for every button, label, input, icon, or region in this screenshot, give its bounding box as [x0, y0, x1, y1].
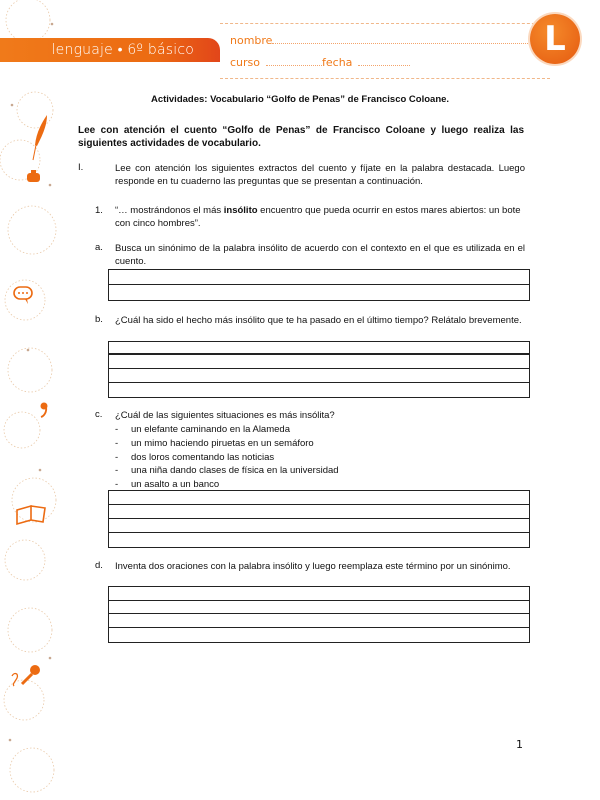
lenguaje-logo	[530, 14, 580, 64]
intro-instructions: Lee con atención el cuento “Golfo de Penas” de Francisco Coloane y luego realiza las siguientes actividades de vocabulario.	[78, 125, 524, 149]
answer-line[interactable]	[109, 369, 529, 383]
section-number: I.	[78, 162, 84, 173]
answer-line[interactable]	[109, 587, 529, 601]
date-dotted-line	[358, 57, 410, 66]
subject-banner	[0, 38, 220, 62]
excerpt-number: 1.	[95, 205, 103, 216]
answer-line[interactable]	[109, 628, 529, 642]
excerpt-text-before: “… mostrándonos el más	[115, 205, 224, 216]
answer-line[interactable]	[109, 533, 529, 547]
student-info-box	[220, 23, 550, 79]
question-c-label: c.	[95, 409, 103, 420]
course-field[interactable]	[230, 56, 322, 69]
open-book-icon	[17, 506, 45, 524]
question-d-label: d.	[95, 560, 103, 571]
answer-line[interactable]	[109, 270, 529, 285]
option-item: - dos loros comentando las noticias	[115, 451, 275, 463]
question-c-text: ¿Cuál de las siguientes situaciones es más insólita?	[115, 410, 335, 421]
logo-letter: L	[544, 19, 566, 59]
name-field[interactable]	[230, 34, 534, 47]
question-b-label: b.	[95, 314, 103, 325]
course-dotted-line	[266, 57, 322, 66]
answer-line[interactable]	[109, 601, 529, 614]
question-a-label: a.	[95, 242, 103, 253]
answer-line[interactable]	[109, 614, 529, 628]
page-number: 1	[516, 738, 523, 751]
subject-grade-label: lenguaje • 6º básico	[51, 42, 194, 58]
question-b-answer-box[interactable]	[108, 341, 530, 398]
name-label: nombre	[230, 34, 273, 47]
question-d-answer-box[interactable]	[108, 586, 530, 643]
answer-line[interactable]	[109, 519, 529, 533]
question-d-text: Inventa dos oraciones con la palabra insólito y luego reemplaza este término por un sinónimo.	[115, 561, 511, 572]
speech-bubble-icon	[14, 287, 32, 304]
answer-line[interactable]	[109, 383, 529, 397]
excerpt-text-after: encuentro que pueda ocurrir en estos mares abiertos: un bote con cinco hombres”.	[115, 205, 521, 229]
document-title: Actividades: Vocabulario “Golfo de Penas” de Francisco Coloane.	[150, 94, 450, 105]
highlighted-word: insólito	[223, 205, 258, 216]
section-instructions: Lee con atención los siguientes extractos del cuento y fíjate en la palabra destacada. Luego responde en tu cuaderno las preguntas que se presentan a continuación.	[115, 163, 525, 187]
quill-pen-icon	[33, 115, 47, 160]
answer-line[interactable]	[109, 505, 529, 519]
answer-line[interactable]	[109, 342, 529, 355]
excerpt-quote	[115, 204, 525, 230]
question-c-answer-box[interactable]	[108, 490, 530, 548]
answer-line[interactable]	[109, 355, 529, 369]
name-dotted-line	[272, 35, 534, 44]
option-item: - un asalto a un banco	[115, 479, 220, 491]
question-b-text: ¿Cuál ha sido el hecho más insólito que te ha pasado en el último tiempo? Relátalo brevemente.	[115, 315, 522, 326]
option-item: - una niña dando clases de física en la universidad	[115, 465, 339, 477]
question-a-answer-box[interactable]	[108, 269, 530, 301]
answer-line[interactable]	[109, 285, 529, 300]
inkwell-icon	[27, 170, 40, 182]
date-label: fecha	[322, 56, 353, 69]
question-c-options	[115, 423, 339, 492]
date-field[interactable]	[322, 56, 410, 69]
decorative-swirl-border	[0, 0, 70, 800]
answer-line[interactable]	[109, 491, 529, 505]
option-item: - un elefante caminando en la Alameda	[115, 424, 290, 435]
question-a-text: Busca un sinónimo de la palabra insólito de acuerdo con el contexto en el que es utilizada en el cuento.	[115, 243, 525, 267]
comma-icon	[41, 403, 48, 418]
course-label: curso	[230, 56, 261, 69]
option-item: - un mimo haciendo piruetas en un semáforo	[115, 437, 314, 449]
microphone-icon	[12, 665, 40, 686]
